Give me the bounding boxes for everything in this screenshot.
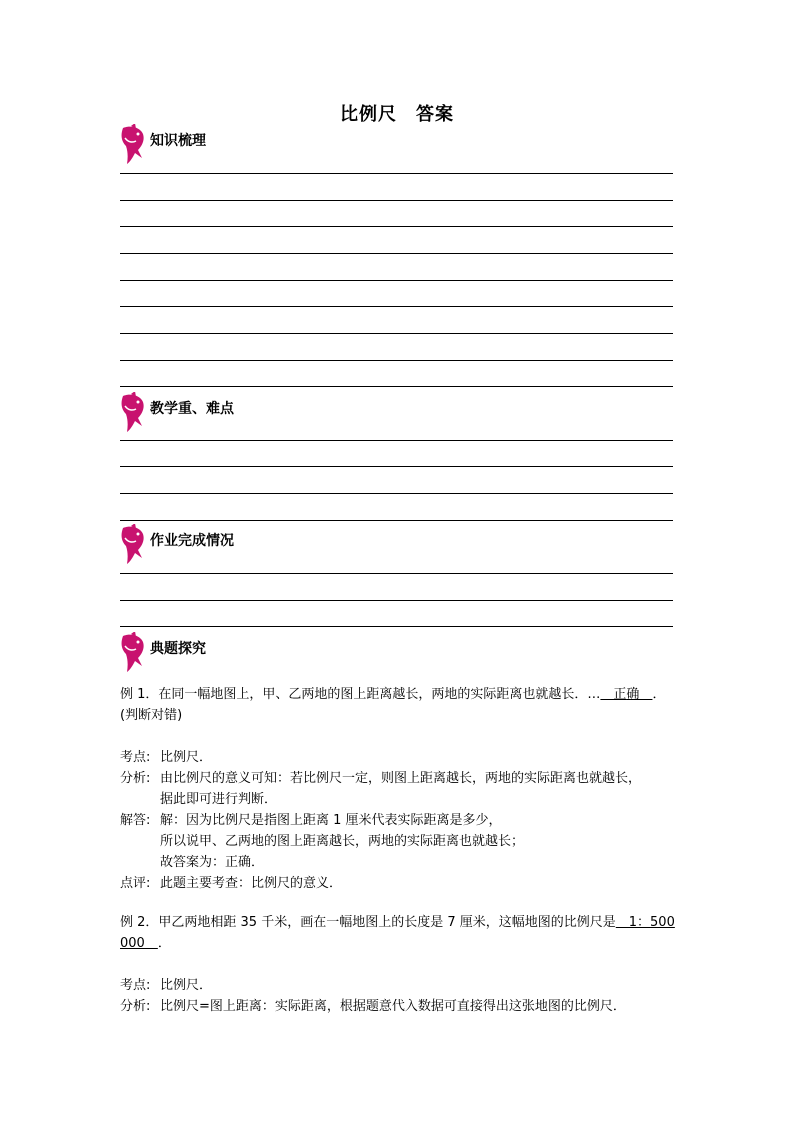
page-title: 比例尺 答案	[340, 104, 454, 125]
analysis-kaodian	[120, 747, 676, 768]
value: 此题主要考查：比例尺的意义．	[160, 876, 343, 891]
dolphin-icon	[118, 392, 148, 434]
section-title: 典题探究	[150, 641, 206, 657]
value: 由比例尺的意义可知：若比例尺一定，则图上距离越长，两地的实际距离也就越长，	[160, 771, 642, 786]
value: 解：因为比例尺是指图上距离 1 厘米代表实际距离是多少，	[160, 813, 502, 828]
answer-line	[120, 493, 673, 494]
label: 解答:	[120, 813, 151, 828]
dolphin-icon	[118, 124, 148, 166]
analysis-fenxi	[120, 768, 676, 789]
value: 比例尺．	[160, 978, 213, 993]
answer-line	[120, 360, 673, 361]
label: 考点:	[120, 750, 151, 765]
answer-line	[120, 280, 673, 281]
answer-line	[120, 306, 673, 307]
answer-line	[120, 200, 673, 201]
answer-line	[120, 573, 673, 574]
question-stem: 例 1．在同一幅地图上，甲、乙两地的图上距离越长，两地的实际距离也就越长．	[120, 687, 588, 702]
answer-line	[120, 386, 673, 387]
label: 点评:	[120, 876, 151, 891]
answer-line	[120, 520, 673, 521]
value: 比例尺．	[160, 750, 213, 765]
value: 比例尺=图上距离：实际距离，根据题意代入数据可直接得出这张地图的比例尺．	[160, 999, 626, 1014]
answer-blank: 正	[600, 687, 627, 702]
leader-dots: …	[587, 687, 601, 702]
label: 分析:	[120, 999, 151, 1014]
question-suffix: ．	[157, 936, 171, 951]
answer-line	[120, 600, 673, 601]
answer-blank: 确	[626, 687, 653, 702]
dolphin-icon	[118, 632, 148, 674]
answer-line	[120, 333, 673, 334]
question-stem: 例 2．甲乙两地相距 35 千米，画在一幅地图上的长度是 7 厘米，这幅地图的比例尺是	[120, 915, 616, 930]
analysis-fenxi	[120, 996, 676, 1017]
label: 分析:	[120, 771, 151, 786]
question-text	[120, 684, 676, 726]
analysis-dianping	[120, 873, 676, 894]
label: 考点:	[120, 978, 151, 993]
section-title: 知识梳理	[150, 133, 206, 149]
answer-line	[120, 226, 673, 227]
dolphin-icon	[118, 524, 148, 566]
example-2	[120, 912, 676, 1017]
question-text	[120, 912, 676, 954]
section-title: 教学重、难点	[150, 401, 234, 417]
answer-line	[120, 466, 673, 467]
value-continued: 所以说甲、乙两地的图上距离越长，两地的实际距离也就越长；	[160, 834, 525, 849]
value-continued: 据此即可进行判断．	[160, 792, 278, 807]
answer-line	[120, 173, 673, 174]
answer-blank: 1：	[615, 915, 651, 930]
value-continued: 故答案为：正确．	[160, 855, 265, 870]
analysis-kaodian	[120, 975, 676, 996]
question-suffix: ．(判断对错)	[120, 687, 666, 723]
answer-line	[120, 253, 673, 254]
answer-line	[120, 626, 673, 627]
section-title: 作业完成情况	[150, 533, 234, 549]
analysis-jieda	[120, 810, 676, 831]
example-1	[120, 684, 676, 894]
answer-line	[120, 440, 673, 441]
answer-blank: 500 000	[120, 915, 675, 951]
